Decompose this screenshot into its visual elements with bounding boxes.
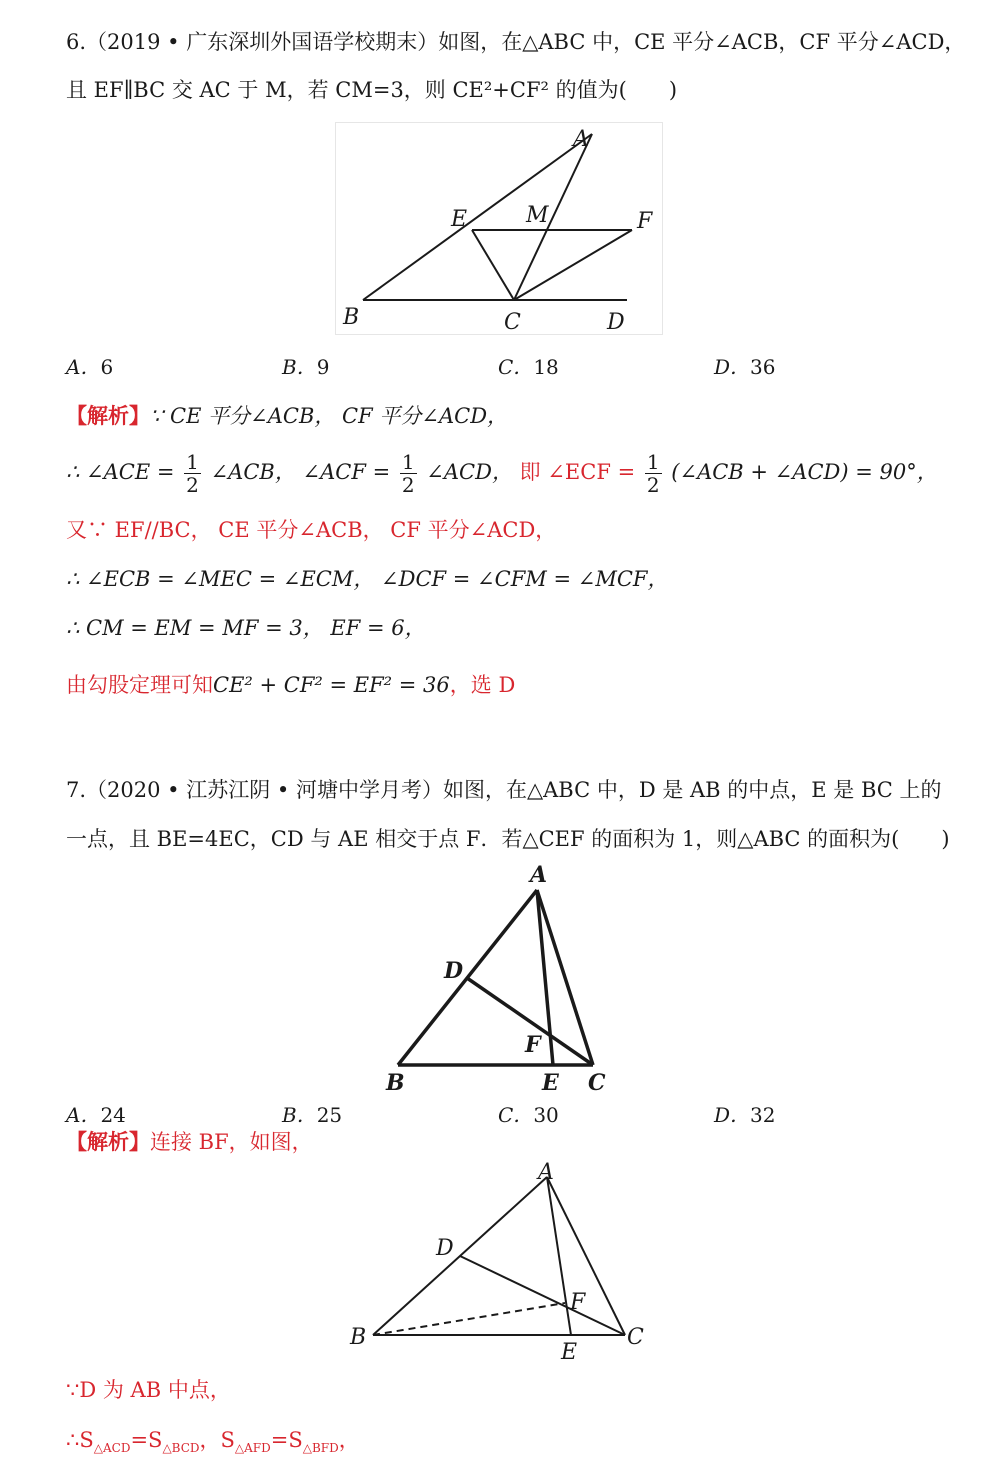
- q7-option-c[interactable]: C．30: [498, 1103, 559, 1127]
- q6-solution-line1: 【解析】∵ CE 平分∠ACB， CF 平分∠ACD，: [66, 403, 509, 428]
- q7s-label-f: F: [570, 1290, 586, 1315]
- q6-label-e: E: [451, 207, 468, 232]
- q7-label-e: E: [542, 1070, 559, 1096]
- q7-label-a: A: [530, 862, 548, 888]
- q7-figure: [380, 860, 620, 1104]
- q7-label-d: D: [444, 958, 464, 984]
- q7s-label-a: A: [538, 1160, 554, 1185]
- q7-option-a[interactable]: A．24: [66, 1103, 126, 1127]
- q6-half-1: $\frac{1}{2}$: [186, 450, 199, 497]
- q6-label-d: D: [607, 310, 625, 335]
- q6-stem-line1: 6.（2019 • 广东深圳外国语学校期末）如图，在△ABC 中，CE 平分∠ACB，CF 平分∠ACD，: [66, 30, 966, 54]
- q6-option-d[interactable]: D．36: [714, 355, 776, 379]
- q6-option-a[interactable]: A．6: [66, 355, 114, 379]
- q6-stem-line2: 且 EF∥BC 交 AC 于 M，若 CM=3，则 CE²+CF² 的值为( ): [66, 78, 678, 102]
- q6-line-cf: [514, 230, 632, 300]
- q7-label-c: C: [588, 1070, 606, 1096]
- q7-label-b: B: [386, 1070, 405, 1096]
- q6-label-m: M: [526, 203, 549, 228]
- q7-label-f: F: [525, 1032, 541, 1058]
- q7s-line-dc: [460, 1256, 625, 1335]
- q6-label-a: A: [573, 127, 589, 152]
- q6-solution-tag: 【解析】: [66, 403, 150, 428]
- q6-half-3: $\frac{1}{2}$: [646, 450, 660, 497]
- q6-line-ec: [472, 230, 514, 300]
- q6-option-b[interactable]: B．9: [282, 355, 330, 379]
- q7-stem-line1: 7.（2020 • 江苏江阴 • 河塘中学月考）如图，在△ABC 中，D 是 AB 的中点，E 是 BC 上的: [66, 778, 942, 802]
- q7-stem-line2: 一点，且 BE=4EC，CD 与 AE 相交于点 F．若△CEF 的面积为 1，则△ABC 的面积为( ): [66, 827, 950, 851]
- q6-label-c: C: [504, 310, 521, 335]
- q7-solution-line3: $\therefore S_{\triangle ACD}=S_{\triangle BCD}$，$S_{\triangle AFD}=S_{\triangle BFD}$，: [66, 1428, 360, 1456]
- q7s-label-c: C: [627, 1325, 644, 1350]
- q6-solution-line6: 由勾股定理可知CE² + CF² = EF² = 36，选 D: [66, 673, 516, 697]
- q7-solution-line1: 【解析】连接 BF，如图，: [66, 1129, 313, 1154]
- q6-half-2: $\frac{1}{2}$: [401, 450, 415, 497]
- q7-solution-tag: 【解析】: [66, 1129, 150, 1154]
- q6-label-b: B: [343, 305, 360, 330]
- q7-option-d[interactable]: D．32: [714, 1103, 776, 1127]
- q6-solution-line5: ∴ CM = EM = MF = 3， EF = 6，: [66, 616, 426, 640]
- q7-solution-line2: ∵D 为 AB 中点，: [66, 1378, 231, 1402]
- q7-solution-figure: [340, 1155, 660, 1369]
- q6-solution-line2: ∴ ∠ACE = $\frac{1}{2}$ ∠ACB， ∠ACF = $\frac{1}{2}$ ∠ACD， 即 ∠ECF = $\frac{1}{2}$ (∠ACB + ∠ACD) = 90°，: [66, 450, 938, 497]
- q7s-label-e: E: [561, 1340, 578, 1365]
- q6-solution-line4: ∴ ∠ECB = ∠MEC = ∠ECM， ∠DCF = ∠CFM = ∠MCF，: [66, 567, 669, 591]
- q6-solution-line3: 又∵ EF//BC， CE 平分∠ACB， CF 平分∠ACD，: [66, 518, 557, 542]
- q7s-label-d: D: [436, 1236, 454, 1261]
- q7-option-b[interactable]: B．25: [282, 1103, 343, 1127]
- q6-label-f: F: [637, 209, 653, 234]
- q7s-label-b: B: [350, 1325, 367, 1350]
- q6-option-c[interactable]: C．18: [498, 355, 559, 379]
- q6-figure: [335, 122, 665, 341]
